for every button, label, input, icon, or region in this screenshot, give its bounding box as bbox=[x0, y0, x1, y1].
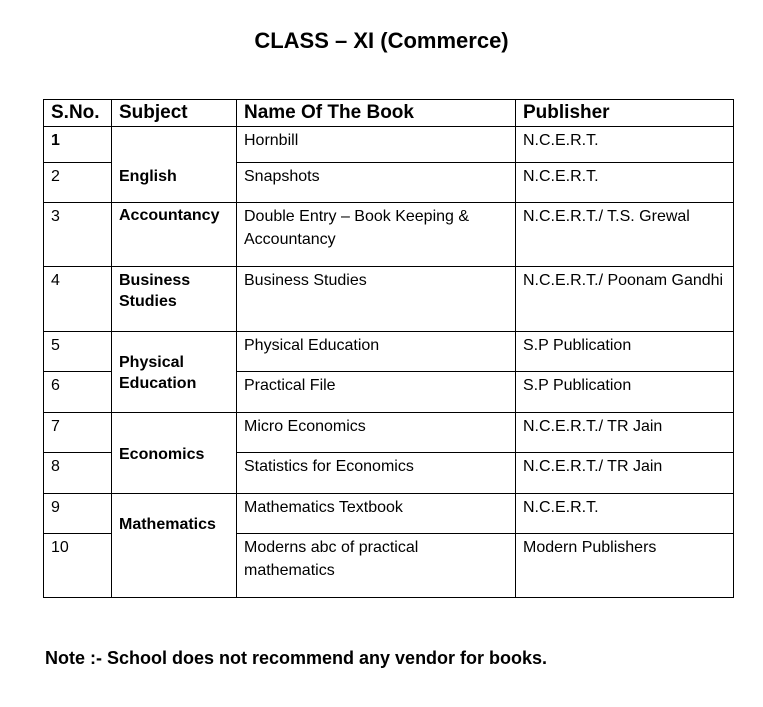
table-row bbox=[44, 332, 734, 372]
cell-subject: Business Studies bbox=[112, 267, 237, 332]
cell-publisher: N.C.E.R.T./ TR Jain bbox=[516, 413, 734, 453]
header-sno: S.No. bbox=[44, 100, 112, 127]
header-publisher: Publisher bbox=[516, 100, 734, 127]
book-list-table bbox=[43, 99, 734, 598]
cell-subject: Physical Education bbox=[112, 332, 237, 413]
cell-subject: Accountancy bbox=[112, 203, 237, 267]
cell-book: Snapshots bbox=[237, 163, 516, 203]
table-row bbox=[44, 127, 734, 163]
cell-sno: 5 bbox=[44, 332, 112, 372]
cell-book: Hornbill bbox=[237, 127, 516, 163]
cell-publisher: N.C.E.R.T./ Poonam Gandhi bbox=[516, 267, 734, 332]
cell-publisher: S.P Publication bbox=[516, 332, 734, 372]
header-subject: Subject bbox=[112, 100, 237, 127]
vendor-note: Note :- School does not recommend any vendor for books. bbox=[45, 648, 548, 668]
header-book-name: Name Of The Book bbox=[237, 100, 516, 127]
cell-subject: Economics bbox=[112, 413, 237, 494]
cell-sno: 2 bbox=[44, 163, 112, 203]
cell-sno: 10 bbox=[44, 534, 112, 598]
cell-publisher: N.C.E.R.T. bbox=[516, 494, 734, 534]
table-row bbox=[44, 203, 734, 267]
cell-publisher: S.P Publication bbox=[516, 372, 734, 413]
cell-subject: Mathematics bbox=[112, 494, 237, 598]
cell-book: Statistics for Economics bbox=[237, 453, 516, 494]
table-row bbox=[44, 494, 734, 534]
cell-sno: 3 bbox=[44, 203, 112, 267]
cell-sno: 9 bbox=[44, 494, 112, 534]
table-row bbox=[44, 267, 734, 332]
cell-sno: 4 bbox=[44, 267, 112, 332]
cell-sno: 1 bbox=[44, 127, 112, 163]
cell-publisher: N.C.E.R.T. bbox=[516, 163, 734, 203]
cell-publisher: N.C.E.R.T./ T.S. Grewal bbox=[516, 203, 734, 267]
cell-book: Physical Education bbox=[237, 332, 516, 372]
cell-book: Moderns abc of practical mathematics bbox=[237, 534, 516, 598]
table-row bbox=[44, 413, 734, 453]
cell-sno: 8 bbox=[44, 453, 112, 494]
cell-book: Practical File bbox=[237, 372, 516, 413]
cell-book: Double Entry – Book Keeping & Accountancy bbox=[237, 203, 516, 267]
cell-publisher: N.C.E.R.T./ TR Jain bbox=[516, 453, 734, 494]
cell-publisher: N.C.E.R.T. bbox=[516, 127, 734, 163]
cell-publisher: Modern Publishers bbox=[516, 534, 734, 598]
cell-subject: English bbox=[112, 127, 237, 203]
cell-book: Mathematics Textbook bbox=[237, 494, 516, 534]
cell-sno: 6 bbox=[44, 372, 112, 413]
table-header-row bbox=[44, 100, 734, 127]
cell-book: Micro Economics bbox=[237, 413, 516, 453]
page-title: CLASS – XI (Commerce) bbox=[254, 28, 509, 53]
cell-book: Business Studies bbox=[237, 267, 516, 332]
cell-sno: 7 bbox=[44, 413, 112, 453]
